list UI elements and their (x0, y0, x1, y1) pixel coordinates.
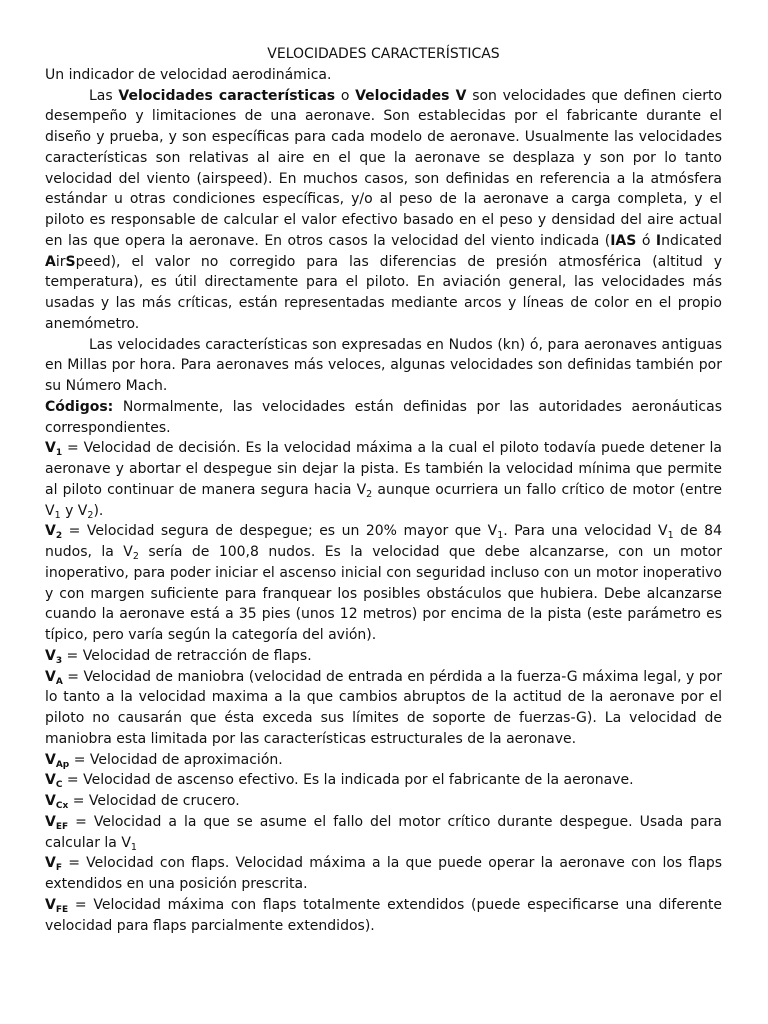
entry-symbol-sub: 3 (55, 655, 63, 666)
entry-symbol-sub: 1 (55, 448, 63, 459)
intro-text: ó (636, 232, 656, 249)
intro-text: o (335, 87, 356, 104)
entry-vf (45, 853, 722, 895)
entry-symbol-sub: A (55, 676, 63, 687)
entry-symbol-sub: FE (55, 904, 69, 915)
entry-symbol-sub: F (55, 863, 62, 874)
entry-sub: 2 (87, 509, 94, 521)
intro-bold: Velocidades características (118, 87, 336, 104)
intro-text: son velocidades que definen cierto desempeño y limitaciones de una aeronave. Son establecidas por el fabricante durante el diseño y prueba, y son específicas para cada modelo de aeronave. Usualmente las velocidades características son relativas al aire en el que la aeronave se desplaza y son por lo tanto velocidad del viento (airspeed). En muchos casos, son definidas en referencia a la atmósfera estándar u otras condiciones específicas, y/o al peso de la aeronave a carga completa, y el piloto es responsable de calcular el valor efectivo basado en el peso y densidad del aire actual en las que opera la aeronave. En otros casos la velocidad del viento indicada ( (45, 87, 723, 249)
intro-text: ir (55, 253, 66, 270)
subtitle: Un indicador de velocidad aerodinámica. (45, 66, 332, 83)
intro-bold: IAS (610, 232, 637, 249)
entry-text: aunque ocurriera un fallo crítico de motor (entre V (45, 481, 722, 519)
intro-text: ndicated (661, 232, 723, 249)
codes-paragraph (45, 397, 722, 439)
units-paragraph: Las velocidades características son expresadas en Nudos (kn) ó, para aeronaves antiguas en Millas por hora. Para aeronaves más veloces, algunas velocidades son definidas también por su Número Mach. (45, 336, 722, 394)
entry-symbol-sub: C (55, 780, 63, 791)
entry-text: = Velocidad de maniobra (velocidad de entrada en pérdida a la fuerza-G máxima legal, y por lo tanto a la velocidad maxima a la que cambios abruptos de la actitud de la aeronave por el piloto no causarán que ésta exceda sus límites de soporte de fuerzas-G). La velocidad de maniobra esta limitada por las características estructurales de la aeronave. (45, 668, 722, 747)
entry-sub: 2 (366, 488, 373, 500)
entry-text: ). (93, 502, 104, 519)
intro-text: Las (89, 87, 119, 104)
entry-symbol: V (45, 440, 56, 457)
entry-text: sería de 100,8 nudos. Es la velocidad que debe alcanzarse, con un motor inoperativo, para poder iniciar el ascenso inicial con seguridad incluso con un motor inoperativo y con margen suficiente para franquear los posibles obstáculos que hubiera. Debe alcanzarse cuando la aeronave está a 35 pies (unos 12 metros) por encima de la pista (este parámetro es típico, pero varía según la categoría del avión). (45, 544, 722, 643)
entry-sub: 1 (497, 530, 504, 542)
entry-vcx (45, 791, 722, 812)
entry-text: = Velocidad con flaps. Velocidad máxima a la que puede operar la aeronave con los flaps extendidos en una posición prescrita. (45, 855, 722, 892)
entry-symbol-sub: Ap (55, 759, 70, 770)
entry-text: = Velocidad segura de despegue; es un 20% mayor que V (62, 523, 498, 540)
entry-symbol-sub: EF (55, 821, 69, 832)
entry-symbol: V (45, 751, 56, 768)
intro-text: peed), el valor no corregido para las diferencias de presión atmosférica (altitud y temperatura), es útil directamente para el piloto. En aviación general, las velocidades más usadas y las más críticas, están representadas mediante arcos y líneas de color en el propio anemómetro. (45, 253, 722, 332)
intro-bold: Velocidades V (355, 87, 467, 104)
entry-symbol: V (45, 647, 56, 664)
entry-vap (45, 750, 722, 771)
entry-text: = Velocidad de aproximación. (69, 751, 283, 768)
entry-v3 (45, 646, 722, 667)
entry-text: = Velocidad a la que se asume el fallo del motor crítico durante despegue. Usada para calcular la V (45, 813, 722, 851)
entry-text: = Velocidad de crucero. (68, 793, 240, 809)
entry-sub: 1 (54, 509, 61, 521)
entry-sub: 2 (132, 551, 139, 562)
entry-v1 (45, 438, 722, 521)
entry-text: = Velocidad máxima con flaps totalmente extendidos (puede especificarse una diferente velocidad para flaps parcialmente extendidos). (45, 896, 722, 934)
entry-symbol: V (45, 523, 56, 540)
entry-vc (45, 770, 722, 791)
document-page (45, 44, 722, 936)
entry-sub: 1 (130, 841, 137, 853)
entry-symbol: V (45, 896, 56, 913)
page-title: VELOCIDADES CARACTERÍSTICAS (267, 46, 500, 62)
entry-symbol: V (45, 813, 56, 830)
entry-vfe (45, 895, 722, 937)
intro-bold: S (65, 253, 76, 270)
entry-text: de 84 nudos, la V (45, 523, 722, 560)
entry-vef (45, 812, 722, 854)
entry-symbol: V (45, 793, 56, 809)
entry-va (45, 667, 722, 750)
entry-symbol-sub: Cx (55, 801, 69, 811)
entry-symbol: V (45, 668, 56, 685)
intro-bold: A (45, 253, 56, 270)
entry-symbol: V (45, 855, 56, 872)
entry-sub: 1 (667, 530, 674, 542)
entry-symbol: V (45, 772, 56, 789)
entry-v2 (45, 521, 722, 646)
intro-bold: I (655, 232, 662, 249)
entry-text: y V (60, 502, 88, 519)
entry-text: = Velocidad de ascenso efectivo. Es la indicada por el fabricante de la aeronave. (62, 772, 634, 789)
entry-text: . Para una velocidad V (503, 523, 668, 540)
entry-symbol-sub: 2 (55, 531, 63, 542)
entry-text: = Velocidad de decisión. Es la velocidad máxima a la cual el piloto todavía puede detener la aeronave y abortar el despegue sin dejar la pista. Es también la velocidad mínima que permite al piloto continuar de manera segura hacia V (45, 440, 722, 498)
codes-label: Códigos: (45, 398, 114, 415)
codes-text: Normalmente, las velocidades están definidas por las autoridades aeronáuticas correspondientes. (45, 398, 722, 436)
intro-paragraph (45, 86, 722, 335)
entry-text: = Velocidad de retracción de flaps. (62, 647, 312, 664)
